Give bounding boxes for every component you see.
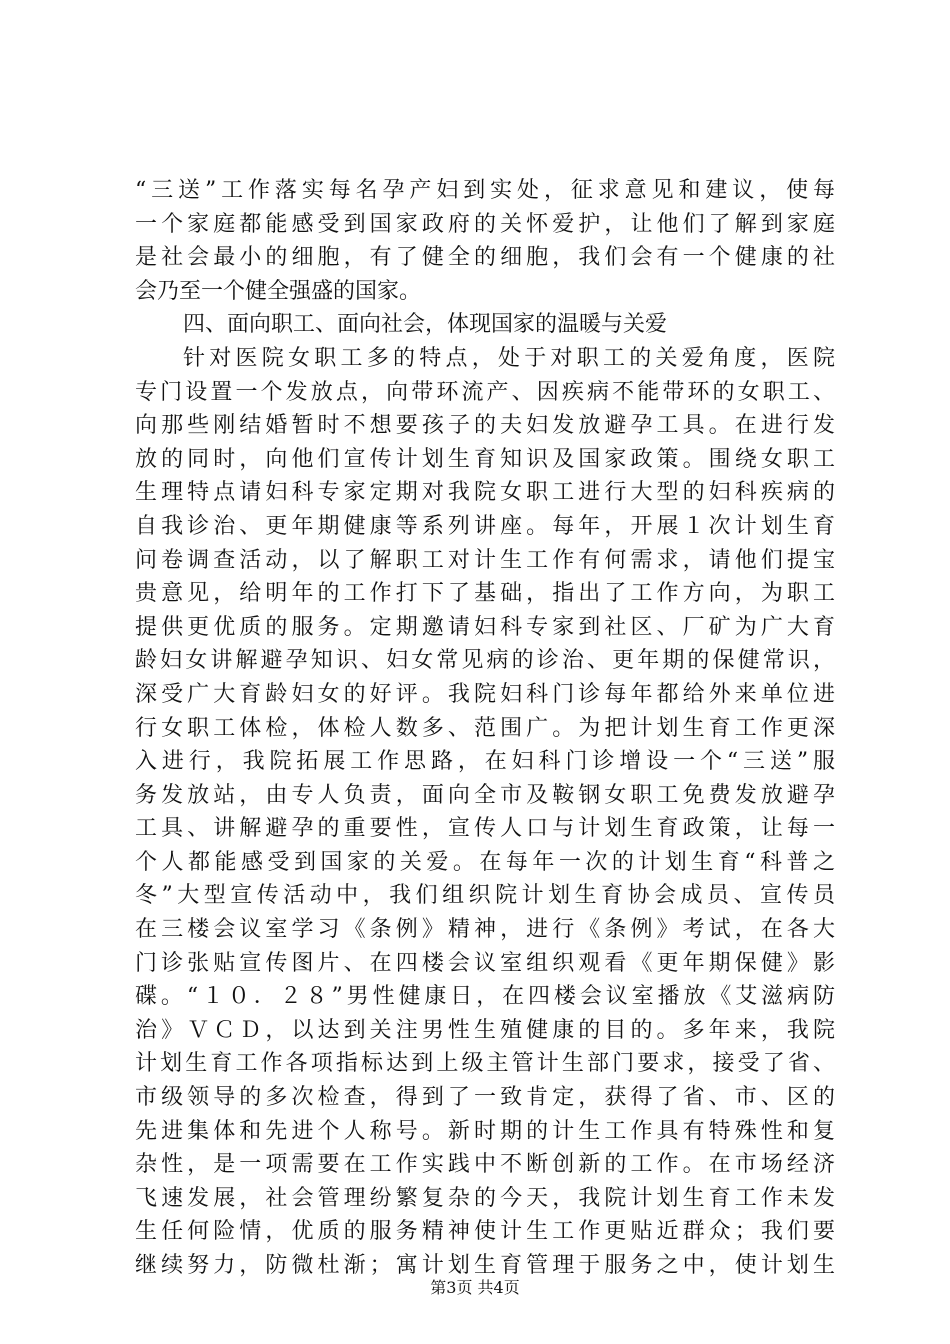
text-line: 生理特点请妇科专家定期对我院女职工进行大型的妇科疾病的 xyxy=(135,480,835,506)
text-line: 个人都能感受到国家的关爱。在每年一次的计划生育“科普之 xyxy=(135,849,835,875)
text-line: 计划生育工作各项指标达到上级主管计生部门要求，接受了省、 xyxy=(135,1051,835,1077)
text-line: 问卷调查活动，以了解职工对计生工作有何需求，请他们提宝 xyxy=(135,547,835,573)
text-line: 专门设置一个发放点，向带环流产、因疾病不能带环的女职工、 xyxy=(135,379,835,405)
text-line: 深受广大育龄妇女的好评。我院妇科门诊每年都给外来单位进 xyxy=(135,681,835,707)
text-line: 门诊张贴宣传图片、在四楼会议室组织观看《更年期保健》影 xyxy=(135,950,835,976)
text-line: 治》ＶＣＤ，以达到关注男性生殖健康的目的。多年来，我院 xyxy=(135,1017,835,1043)
text-line: 生任何险情，优质的服务精神使计生工作更贴近群众；我们要 xyxy=(135,1219,835,1245)
text-line: 会乃至一个健全强盛的国家。 xyxy=(135,278,422,304)
text-line: 在三楼会议室学习《条例》精神，进行《条例》考试，在各大 xyxy=(135,917,835,943)
text-line: 贵意见，给明年的工作打下了基础，指出了工作方向，为职工 xyxy=(135,581,835,607)
section-heading: 四、面向职工、面向社会，体现国家的温暖与关爱 xyxy=(183,312,668,338)
text-line: 入进行，我院拓展工作思路，在妇科门诊增设一个“三送”服 xyxy=(135,749,835,775)
body-text xyxy=(135,174,835,1283)
text-line: “三送”工作落实每名孕产妇到实处，征求意见和建议，使每 xyxy=(135,178,835,203)
text-line: 自我诊治、更年期健康等系列讲座。每年，开展１次计划生育 xyxy=(135,513,835,539)
text-line: 工具、讲解避孕的重要性，宣传人口与计划生育政策，让每一 xyxy=(135,816,835,842)
text-line: 行女职工体检，体检人数多、范围广。为把计划生育工作更深 xyxy=(135,715,835,741)
text-line: 针对医院女职工多的特点，处于对职工的关爱角度，医院 xyxy=(183,345,835,371)
text-line: 龄妇女讲解避孕知识、妇女常见病的诊治、更年期的保健常识， xyxy=(135,648,835,674)
text-line: 继续努力，防微杜渐；寓计划生育管理于服务之中，使计划生 xyxy=(135,1253,835,1278)
text-line: 向那些刚结婚暂时不想要孩子的夫妇发放避孕工具。在进行发 xyxy=(135,413,835,439)
text-line: 一个家庭都能感受到国家政府的关怀爱护，让他们了解到家庭 xyxy=(135,211,835,237)
text-line: 飞速发展，社会管理纷繁复杂的今天，我院计划生育工作未发 xyxy=(135,1185,835,1211)
text-line: 市级领导的多次检查，得到了一致肯定，获得了省、市、区的 xyxy=(135,1085,835,1111)
text-line: 提供更优质的服务。定期邀请妇科专家到社区、厂矿为广大育 xyxy=(135,614,835,640)
text-line: 放的同时，向他们宣传计划生育知识及国家政策。围绕女职工 xyxy=(135,446,835,472)
text-line: 碟。“１０．２８”男性健康日，在四楼会议室播放《艾滋病防 xyxy=(135,984,835,1010)
text-line: 杂性，是一项需要在工作实践中不断创新的工作。在市场经济 xyxy=(135,1152,835,1178)
text-line: 是社会最小的细胞，有了健全的细胞，我们会有一个健康的社 xyxy=(135,245,835,271)
text-line: 先进集体和先进个人称号。新时期的计生工作具有特殊性和复 xyxy=(135,1118,835,1144)
page-number-footer: 第3页 共4页 xyxy=(430,1278,520,1297)
text-line: 务发放站，由专人负责，面向全市及鞍钢女职工免费发放避孕 xyxy=(135,782,835,808)
text-line: 冬”大型宣传活动中，我们组织院计划生育协会成员、宣传员 xyxy=(135,883,835,909)
